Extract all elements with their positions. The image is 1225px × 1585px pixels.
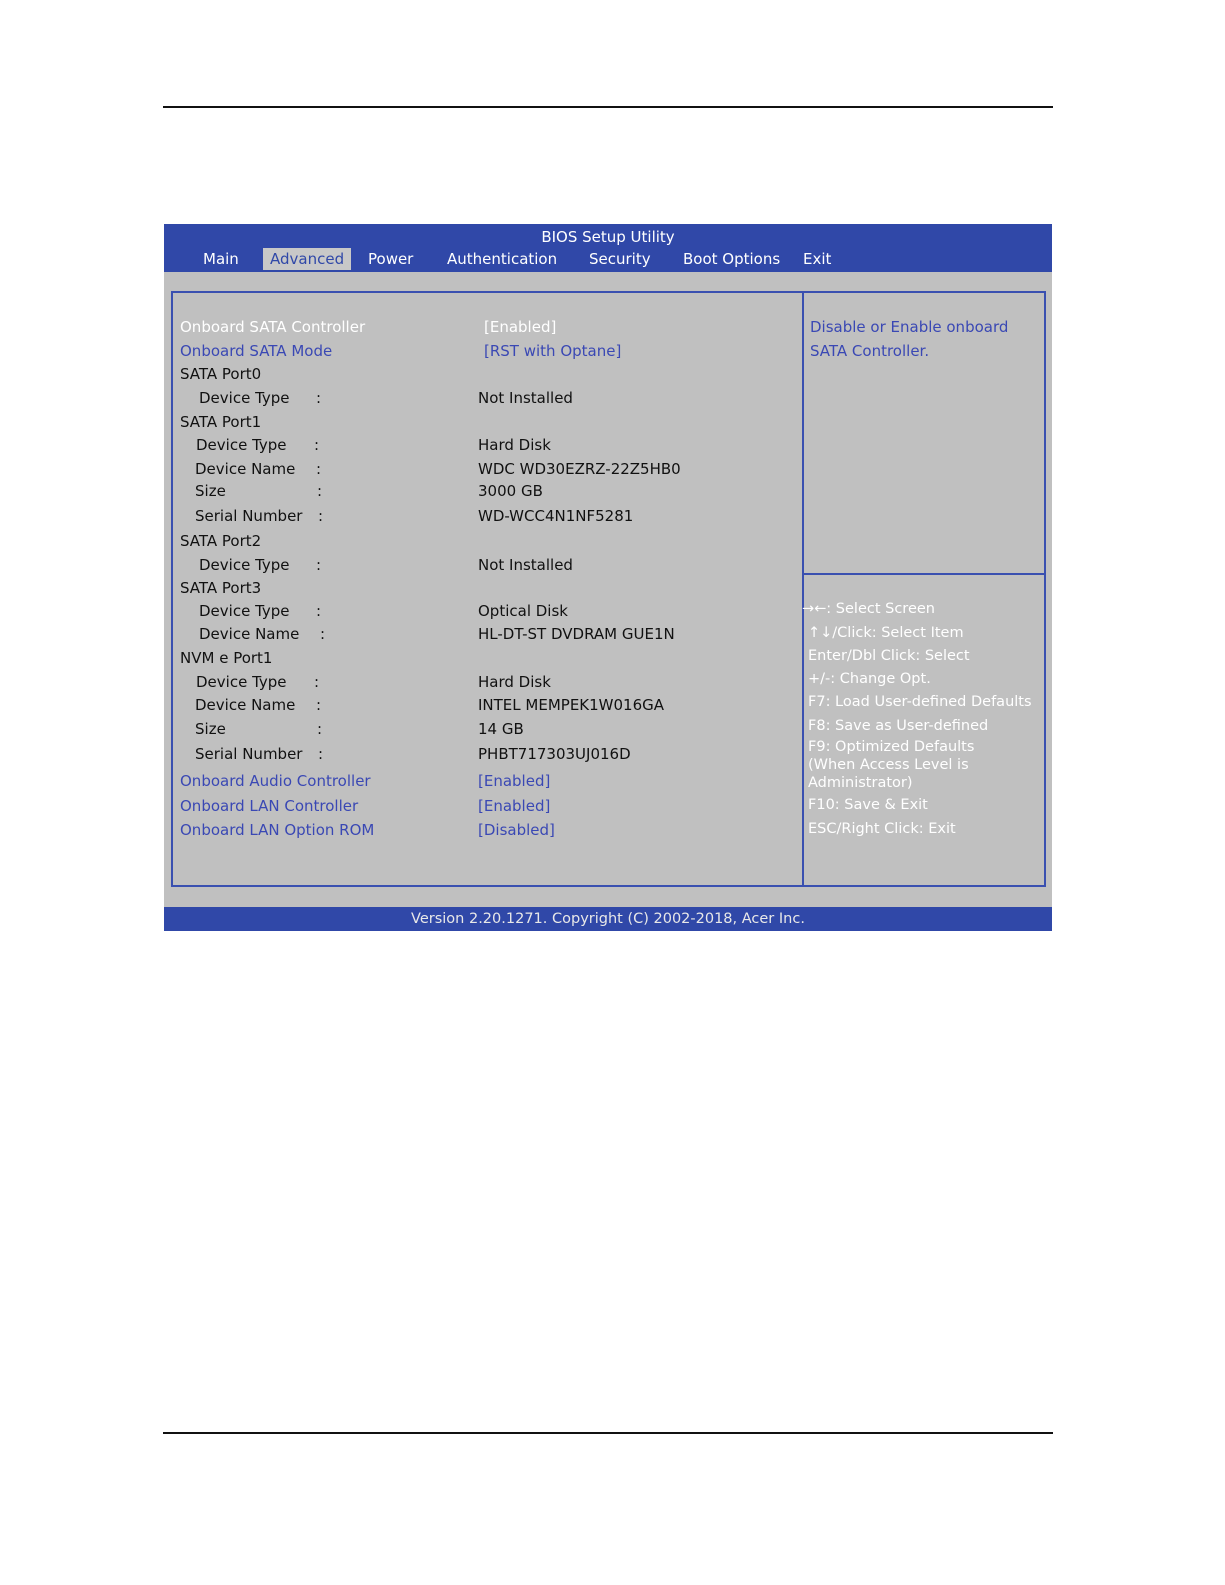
help-divider	[804, 573, 1044, 575]
version-footer: Version 2.20.1271. Copyright (C) 2002-2018, Acer Inc.	[164, 907, 1052, 931]
lan-option-rom-label: Onboard LAN Option ROM	[180, 821, 375, 839]
key-select-item: ↑↓/Click: Select Item	[808, 625, 964, 641]
sata-controller-value[interactable]: [Enabled]	[484, 318, 557, 336]
help-description: Disable or Enable onboard SATA Controller.	[810, 318, 1009, 360]
key-enter: Enter/Dbl Click: Select	[808, 648, 970, 664]
title-bar	[164, 224, 1052, 272]
key-f9-line1: F9: Optimized Defaults	[808, 739, 975, 755]
tab-main[interactable]: Main	[203, 250, 239, 268]
tab-exit[interactable]: Exit	[803, 250, 832, 268]
key-select-screen: →←: Select Screen	[802, 601, 935, 617]
key-change-opt: +/-: Change Opt.	[808, 671, 931, 687]
nvme-header: NVM e Port1	[180, 649, 273, 667]
audio-controller-label: Onboard Audio Controller	[180, 772, 371, 790]
tab-security[interactable]: Security	[589, 250, 651, 268]
sata-controller-label: Onboard SATA Controller	[180, 318, 366, 336]
key-f9-line3: Administrator)	[808, 775, 913, 791]
sata-mode-value[interactable]: [RST with Optane]	[484, 342, 622, 360]
port2-header: SATA Port2	[180, 532, 262, 550]
lan-controller-value[interactable]: [Enabled]	[478, 797, 551, 815]
lan-controller-label: Onboard LAN Controller	[180, 797, 359, 815]
bios-screen	[164, 224, 1052, 931]
key-esc: ESC/Right Click: Exit	[808, 821, 956, 837]
key-f7: F7: Load User-defined Defaults	[808, 694, 1032, 710]
settings-panel: Onboard SATA Controller [Enabled] Onboard SATA Mode [RST with Optane] SATA Port0 Device Type : Not Installed SATA Port1 Device Type : Hard Disk Device Name : WDC WD30EZRZ-22Z5HB0 Size : 3000 GB Serial Number : WD-WCC4N1NF5281 SATA Port2 Device Type : Not Installed SATA Port3 Device Type : Optical Disk Device Name : HL-DT-ST DVDRAM GUE1N NVM e Port1 Device Type : Hard Disk Device Name : INTEL MEMPEK1W016GA Size : 14 GB Serial Number : PHBT717303UJ016D Onboard Audio Controller [Enabled] Onboard LAN Controller [Enabled] Onboard LAN Option ROM [Disabled]	[171, 291, 804, 887]
port1-header: SATA Port1	[180, 413, 262, 431]
tab-authentication[interactable]: Authentication	[447, 250, 558, 268]
sata-mode-label: Onboard SATA Mode	[180, 342, 333, 360]
bios-title: BIOS Setup Utility	[541, 228, 675, 246]
tab-power[interactable]: Power	[368, 250, 414, 268]
audio-controller-value[interactable]: [Enabled]	[478, 772, 551, 790]
help-panel	[802, 291, 1046, 887]
tab-boot-options[interactable]: Boot Options	[683, 250, 781, 268]
key-f10: F10: Save & Exit	[808, 797, 928, 813]
port0-header: SATA Port0	[180, 365, 262, 383]
lan-option-rom-value[interactable]: [Disabled]	[478, 821, 555, 839]
tab-advanced[interactable]: Advanced	[263, 248, 351, 270]
key-f8: F8: Save as User-defined	[808, 718, 989, 734]
page-top-rule	[163, 106, 1053, 108]
key-f9-line2: (When Access Level is	[808, 757, 969, 773]
port3-header: SATA Port3	[180, 579, 262, 597]
page-bottom-rule	[163, 1432, 1053, 1434]
